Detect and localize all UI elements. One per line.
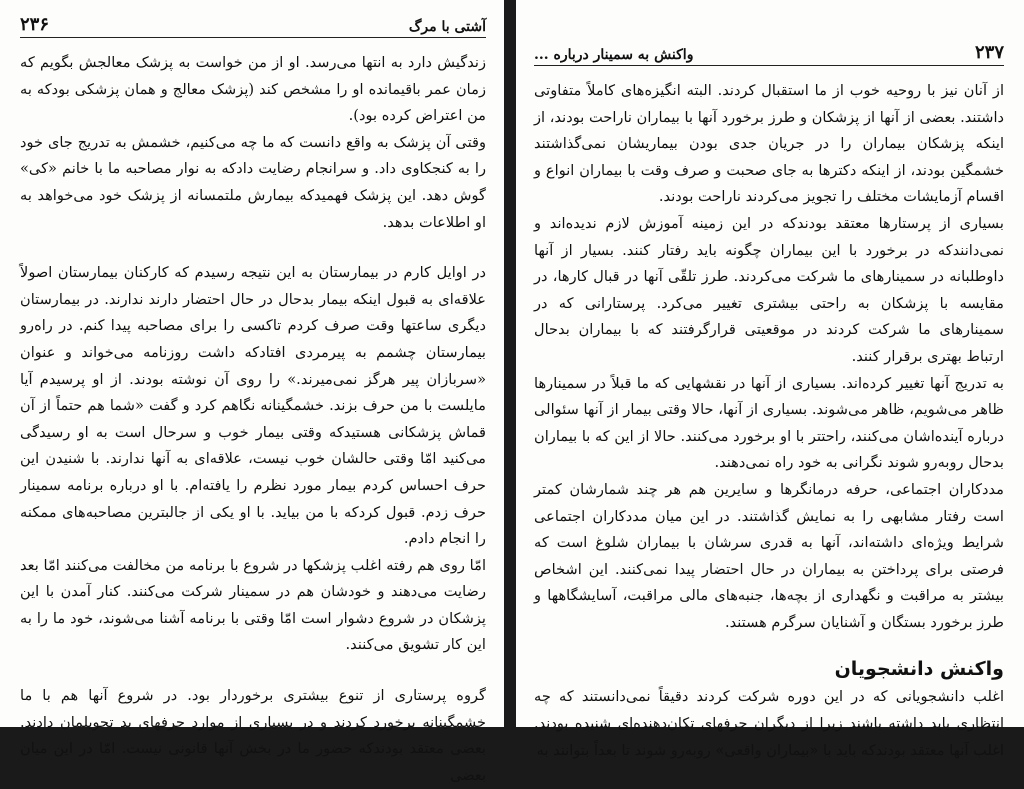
book-gutter xyxy=(504,0,516,727)
paragraph: به تدریج آنها تغییر کرده‌اند. بسیاری از آنها در نقشهایی که ما قبلاً در سمینارها ظاهر می‌شویم، ظاهر می‌شوند. بسیاری از آنها، حالا وقتی بیمار از آنها سئوالی درباره آینده‌اشان می‌کنند، راحتتر با او برخورد می‌کنند. حالا از این که با بیماران بدحال روبه‌رو شوند نگرانی به خود راه نمی‌دهند. xyxy=(534,374,1004,472)
left-page xyxy=(0,0,504,784)
paragraph: گروه پرستاری از تنوع بیشتری برخوردار بود. در شروع آنها هم با ما خشمگینانه برخورد کردند و در بسیاری از موارد حرفهای بد تحویلمان دادند. بعضی معتقد بودندکه حضور ما در بخش آنها قانونی نیست. امّا در این میان بعضی xyxy=(20,687,486,784)
page-header xyxy=(20,8,486,38)
running-title: واکنش به سمینار درباره ... xyxy=(534,47,694,63)
paragraph: امّا روی هم رفته اغلب پزشکها در شروع با برنامه من مخالفت می‌کنند امّا بعد رضایت می‌دهند و خودشان هم در سمینار شرکت می‌کنند. کنار آمدن با این پزشکان در شروع دشوار است امّا وقتی با برنامه آشنا می‌شوند، خود ما را به این کار تشویق می‌کنند. xyxy=(20,556,486,654)
page-body xyxy=(20,50,486,789)
paragraph: مددکاران اجتماعی، حرفه درمانگرها و سایرین هم هر چند شمارشان کمتر است رفتار مشابهی را به نمایش گذاشتند. در این میان مددکاران اجتماعی شرایط ویژه‌ای داشته‌اند، آنها به قدری سرشان با بیماران شلوغ است که فرصتی برای پرداختن به بیماران در حال احتضار پیدا نمی‌کنند. این اشخاص بیشتر به مراقبت و نگهداری از بچه‌ها، جنبه‌های مالی مراقبت، آسایشگاهها و طرز برخورد بستگان و آشنایان سرگرم هستند. xyxy=(534,480,1004,631)
paragraph: اغلب دانشجویانی که در این دوره شرکت کردند دقیقاً نمی‌دانستند که چه انتظاری باید داشته باشند زیرا از دیگران حرفهای تکان‌دهنده‌ای شنیده بودند. اغلب آنها معتقد بودندکه باید با «بیماران واقعی» روبه‌رو شوند تا بعداً بتوانند به xyxy=(534,688,1004,759)
running-title: آشتی با مرگ xyxy=(408,19,486,35)
paragraph: زندگیش دارد به انتها می‌رسد. او از من خواست به پزشک معالجش بگویم که زمان عمر باقیمانده او را مشخص کند (پزشک معالج و همان پزشکی بودکه به من اعتراض کرده بود). xyxy=(20,54,486,125)
page-number: ۲۳۶ xyxy=(20,14,50,35)
page-body xyxy=(534,78,1004,764)
page-number: ۲۳۷ xyxy=(974,42,1004,63)
right-page xyxy=(516,0,1024,759)
paragraph: از آنان نیز با روحیه خوب از ما استقبال کردند. البته انگیزه‌های کاملاً متفاوتی داشتند. بعضی از آنها از پزشکان و طرز برخورد آنها با بیماران ناراحت بودند، از اینکه پزشکان بیماران را در جریان جدی بودن بیماریشان نمی‌گذاشتند خشمگین بودند، از اینکه دکترها به جای صحبت و صرف وقت با بیماران انواع و اقسام آزمایشات مختلف را تجویز می‌کردند ناراحت بودند. xyxy=(534,82,1004,206)
page-header xyxy=(534,40,1004,66)
paragraph: در اوایل کارم در بیمارستان به این نتیجه رسیدم که کارکنان بیمارستان اصولاً علاقه‌ای به قبول اینکه بیمار بدحال در حال احتضار دارند ندارند. در بیمارستان دیگری ساعتها وقت صرف کردم تاکسی را برای مصاحبه پیدا کنم. در راه‌رو بیمارستان چشمم به پیرمردی افتادکه داشت روزنامه می‌خواند و عنوان «سربازان پیر هرگز نمی‌میرند.» را روی آن نوشته بودند. از او پرسیدم آیا مایلست با من حرف بزند. خشمگینانه نگاهم کرد و گفت «شما هم حتماً از آن قماش پزشکانی هستیدکه وقتی بیمار خوب و سرحال است به او رسیدگی می‌کنید امّا وقتی حالشان خوب نیست، علاقه‌ای به آنها ندارند. با شنیدن این حرف احساس کردم بیمار مورد نظرم را یافته‌ام. با او درباره برنامه سمینار حرف زدم. قبول کردکه با من بیاید. با او یکی از جالبترین مصاحبه‌های ممکنه را انجام دادم. xyxy=(20,264,487,548)
paragraph: بسیاری از پرستارها معتقد بودندکه در این زمینه آموزش لازم ندیده‌اند و نمی‌دانندکه در برخورد با این بیماران چگونه باید رفتار کنند. بسیار از آنها داوطلبانه در سمینارهای ما شرکت می‌کردند. طرز تلقّی آنها در قبال کارها، در مقایسه با پزشکان به راحتی بیشتری تغییر می‌کرد. پرستارانی که در سمینارهای ما شرکت کردند در موقعیتی قرارگرفتند که با بیماران بدحال ارتباط بهتری برقرار کنند. xyxy=(534,214,1004,365)
paragraph: وقتی آن پزشک به واقع دانست که ما چه می‌کنیم، خشمش به تدریج جای خود را به کنجکاوی داد. و سرانجام رضایت دادکه به نوار مصاحبه ما با خانم «کی» گوش دهد. این پزشک فهمیدکه بیمارش ملتمسانه از پزشک خود می‌خواهد به او اطلاعات بدهد. xyxy=(20,133,486,231)
section-heading: واکنش دانشجویان xyxy=(834,658,1004,681)
